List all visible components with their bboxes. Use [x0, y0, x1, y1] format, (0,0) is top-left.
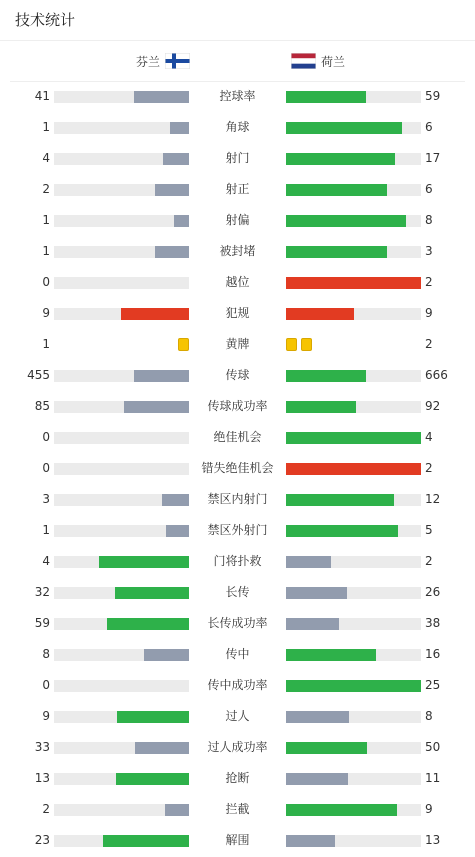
home-value: 1: [42, 213, 50, 227]
away-bar: [286, 835, 335, 847]
home-bar: [116, 773, 189, 785]
away-bar: [286, 804, 397, 816]
home-bar-track: [54, 122, 189, 134]
home-bar: [163, 153, 189, 165]
home-bar: [155, 184, 189, 196]
home-bar-track: [54, 742, 189, 754]
stat-label: 错失绝佳机会: [201, 461, 274, 475]
stat-row: [0, 206, 475, 237]
away-value: 38: [425, 616, 441, 630]
away-value: 6: [425, 120, 433, 134]
away-bar: [286, 680, 421, 692]
home-value: 0: [42, 275, 50, 289]
stat-row: [0, 361, 475, 392]
stat-label: 长传: [225, 585, 250, 599]
away-team-name: 荷兰: [321, 54, 346, 69]
home-bar: [144, 649, 189, 661]
away-bar: [286, 277, 421, 289]
stat-row: [0, 795, 475, 826]
header: [0, 0, 475, 41]
away-bar: [286, 122, 402, 134]
netherlands-flag-icon: [291, 53, 316, 69]
stat-row: [0, 175, 475, 206]
home-bar-track: [54, 587, 189, 599]
home-value: 41: [34, 89, 50, 103]
home-bar-track: [54, 184, 189, 196]
away-value: 2: [425, 554, 433, 568]
away-value: 25: [425, 678, 441, 692]
home-value: 3: [42, 492, 50, 506]
stat-label: 禁区外射门: [207, 523, 268, 537]
away-value: 2: [425, 275, 433, 289]
away-value: 8: [425, 709, 433, 723]
stat-label: 门将扑救: [213, 554, 262, 568]
away-bar: [286, 215, 406, 227]
away-bar: [286, 525, 398, 537]
home-value: 1: [42, 337, 50, 351]
stat-row: [0, 268, 475, 299]
home-value: 8: [42, 647, 50, 661]
home-team-name: 芬兰: [135, 54, 160, 69]
stat-label: 射门: [225, 151, 250, 165]
home-bar: [174, 215, 189, 227]
away-bar: [286, 91, 366, 103]
away-bar-track: [286, 773, 421, 785]
home-bar-track: [54, 432, 189, 444]
team-header: [10, 41, 465, 82]
yellow-card-icon: [178, 338, 189, 351]
home-value: 9: [42, 709, 50, 723]
home-bar-track: [54, 401, 189, 413]
stat-row: [0, 392, 475, 423]
stat-label: 角球: [225, 120, 250, 134]
away-bar-track: [286, 153, 421, 165]
home-bar: [107, 618, 189, 630]
stat-row: [0, 330, 475, 361]
away-value: 6: [425, 182, 433, 196]
stat-label: 长传成功率: [207, 616, 268, 630]
home-bar-track: [54, 494, 189, 506]
away-bar-track: [286, 835, 421, 847]
away-value: 2: [425, 461, 433, 475]
stat-row: [0, 113, 475, 144]
home-bar-track: [54, 370, 189, 382]
away-value: 12: [425, 492, 441, 506]
stats-list: [0, 82, 475, 857]
away-cards: [286, 338, 421, 351]
stat-label: 绝佳机会: [213, 430, 262, 444]
away-bar-track: [286, 432, 421, 444]
stat-row: [0, 764, 475, 795]
home-value: 1: [42, 120, 50, 134]
home-value: 2: [42, 802, 50, 816]
stat-row: [0, 702, 475, 733]
away-value: 9: [425, 306, 433, 320]
away-value: 13: [425, 833, 441, 847]
away-bar-track: [286, 370, 421, 382]
home-value: 455: [27, 368, 50, 382]
home-bar: [135, 742, 189, 754]
home-value: 0: [42, 461, 50, 475]
home-bar: [115, 587, 189, 599]
stat-row: [0, 733, 475, 764]
home-bar: [170, 122, 189, 134]
stat-row: [0, 547, 475, 578]
away-bar: [286, 153, 395, 165]
away-value: 5: [425, 523, 433, 537]
stat-row: [0, 237, 475, 268]
away-value: 59: [425, 89, 441, 103]
away-bar-track: [286, 494, 421, 506]
away-bar: [286, 494, 394, 506]
away-bar-track: [286, 525, 421, 537]
away-value: 11: [425, 771, 441, 785]
stat-label: 传球成功率: [207, 399, 268, 413]
away-bar-track: [286, 91, 421, 103]
stat-row: [0, 640, 475, 671]
stat-row: [0, 671, 475, 702]
stat-row: [0, 82, 475, 113]
home-value: 13: [34, 771, 50, 785]
home-bar: [134, 370, 189, 382]
away-value: 2: [425, 337, 433, 351]
away-bar: [286, 773, 348, 785]
stat-label: 禁区内射门: [207, 492, 268, 506]
stat-row: [0, 485, 475, 516]
home-value: 4: [42, 151, 50, 165]
stat-row: [0, 299, 475, 330]
away-bar: [286, 587, 347, 599]
away-bar-track: [286, 215, 421, 227]
home-value: 9: [42, 306, 50, 320]
home-value: 1: [42, 244, 50, 258]
away-bar-track: [286, 587, 421, 599]
away-bar: [286, 463, 421, 475]
away-bar: [286, 246, 387, 258]
stat-row: [0, 826, 475, 857]
home-bar: [117, 711, 189, 723]
home-bar: [165, 804, 189, 816]
away-bar-track: [286, 649, 421, 661]
stat-label: 被封堵: [219, 244, 256, 258]
home-value: 85: [34, 399, 50, 413]
home-bar-track: [54, 804, 189, 816]
home-bar: [103, 835, 189, 847]
stat-label: 拦截: [225, 802, 250, 816]
page-title: 技术统计: [15, 11, 76, 29]
home-bar-track: [54, 680, 189, 692]
stat-label: 解围: [225, 833, 250, 847]
away-bar: [286, 184, 387, 196]
stat-label: 射偏: [225, 213, 250, 227]
away-bar-track: [286, 401, 421, 413]
home-bar-track: [54, 308, 189, 320]
home-value: 2: [42, 182, 50, 196]
home-cards: [54, 338, 189, 351]
away-value: 9: [425, 802, 433, 816]
yellow-card-icon: [286, 338, 297, 351]
home-value: 4: [42, 554, 50, 568]
home-bar-track: [54, 525, 189, 537]
home-bar: [134, 91, 189, 103]
away-bar: [286, 556, 331, 568]
away-bar-track: [286, 246, 421, 258]
away-bar-track: [286, 122, 421, 134]
away-bar-track: [286, 556, 421, 568]
home-bar-track: [54, 215, 189, 227]
home-bar-track: [54, 556, 189, 568]
home-bar-track: [54, 649, 189, 661]
stat-label: 射正: [225, 182, 250, 196]
stat-row: [0, 578, 475, 609]
away-value: 666: [425, 368, 448, 382]
away-bar-track: [286, 618, 421, 630]
away-bar-track: [286, 184, 421, 196]
away-bar-track: [286, 742, 421, 754]
stat-label: 越位: [225, 275, 250, 289]
away-bar: [286, 432, 421, 444]
away-bar: [286, 649, 376, 661]
home-value: 33: [34, 740, 50, 754]
home-bar-track: [54, 91, 189, 103]
stat-label: 过人成功率: [207, 740, 268, 754]
home-bar: [162, 494, 189, 506]
stat-label: 过人: [225, 709, 250, 723]
home-team: [136, 52, 190, 70]
home-value: 0: [42, 430, 50, 444]
stat-label: 犯规: [225, 306, 250, 320]
away-bar: [286, 370, 366, 382]
away-value: 50: [425, 740, 441, 754]
stat-row: [0, 516, 475, 547]
away-team: [291, 52, 345, 70]
away-bar: [286, 742, 367, 754]
home-bar-track: [54, 618, 189, 630]
home-bar: [121, 308, 189, 320]
stat-label: 传中成功率: [207, 678, 268, 692]
home-bar: [155, 246, 189, 258]
home-bar-track: [54, 277, 189, 289]
home-value: 23: [34, 833, 50, 847]
home-value: 32: [34, 585, 50, 599]
home-value: 1: [42, 523, 50, 537]
stat-row: [0, 454, 475, 485]
away-value: 17: [425, 151, 441, 165]
away-value: 16: [425, 647, 441, 661]
home-bar-track: [54, 246, 189, 258]
home-bar-track: [54, 463, 189, 475]
away-bar: [286, 401, 356, 413]
home-bar: [99, 556, 189, 568]
away-bar-track: [286, 277, 421, 289]
stat-row: [0, 144, 475, 175]
stat-label: 抢断: [225, 771, 250, 785]
away-bar-track: [286, 463, 421, 475]
home-bar-track: [54, 835, 189, 847]
home-value: 59: [34, 616, 50, 630]
home-bar: [124, 401, 189, 413]
away-bar-track: [286, 308, 421, 320]
home-bar-track: [54, 153, 189, 165]
away-bar-track: [286, 711, 421, 723]
away-bar: [286, 618, 339, 630]
home-bar-track: [54, 773, 189, 785]
away-value: 26: [425, 585, 441, 599]
stat-label: 传球: [225, 368, 250, 382]
away-bar: [286, 711, 349, 723]
stat-label: 传中: [225, 647, 250, 661]
away-value: 3: [425, 244, 433, 258]
stat-label: 黄牌: [225, 337, 250, 351]
away-bar: [286, 308, 354, 320]
away-bar-track: [286, 680, 421, 692]
home-value: 0: [42, 678, 50, 692]
stat-label: 控球率: [219, 89, 256, 103]
away-value: 8: [425, 213, 433, 227]
stat-row: [0, 609, 475, 640]
away-value: 4: [425, 430, 433, 444]
finland-flag-icon: [165, 53, 190, 69]
yellow-card-icon: [301, 338, 312, 351]
home-bar-track: [54, 711, 189, 723]
away-value: 92: [425, 399, 441, 413]
away-bar-track: [286, 804, 421, 816]
home-bar: [166, 525, 189, 537]
stat-row: [0, 423, 475, 454]
